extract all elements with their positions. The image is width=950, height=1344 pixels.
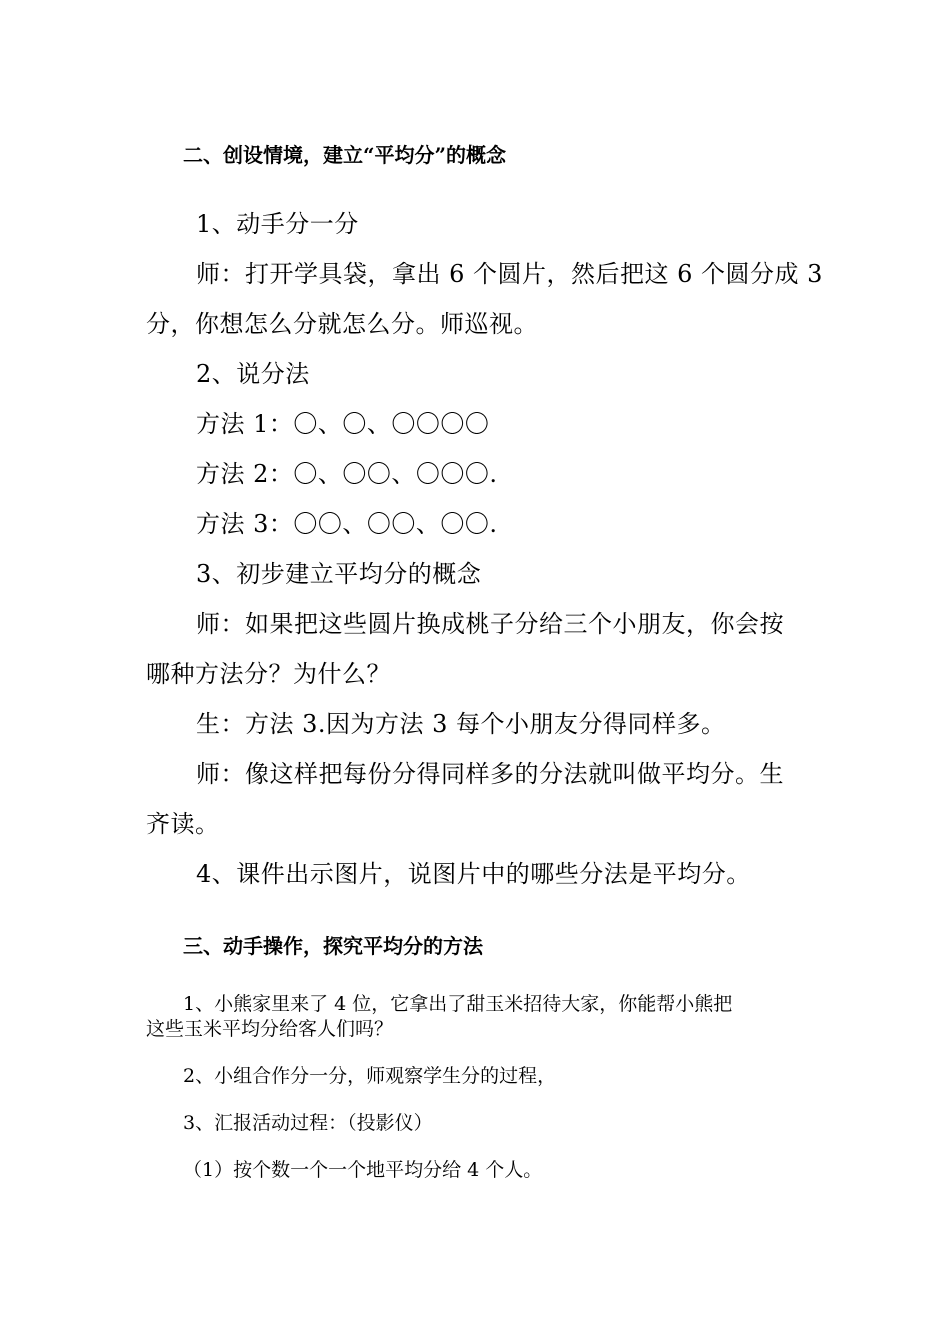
method-2: 方法 2：〇、〇〇、〇〇〇. <box>196 460 498 488</box>
paragraph-line: 生：方法 3.因为方法 3 每个小朋友分得同样多。 <box>196 710 726 738</box>
paragraph-line: 3、汇报活动过程：（投影仪） <box>183 1112 433 1134</box>
subsection-title-2: 2、说分法 <box>196 360 310 388</box>
subsection-title-3: 3、初步建立平均分的概念 <box>196 560 482 588</box>
paragraph-line: 哪种方法分？为什么？ <box>146 660 391 688</box>
paragraph-line: 师：像这样把每份分得同样多的分法就叫做平均分。生 <box>196 760 784 788</box>
paragraph-line: 齐读。 <box>146 810 220 838</box>
section-heading-3: 三、动手操作，探究平均分的方法 <box>183 934 483 958</box>
subsection-title-4: 4、课件出示图片，说图片中的哪些分法是平均分。 <box>196 860 751 888</box>
paragraph-line: 这些玉米平均分给客人们吗？ <box>146 1018 394 1040</box>
paragraph-line: 师：如果把这些圆片换成桃子分给三个小朋友，你会按 <box>196 610 784 638</box>
paragraph-line: 1、小熊家里来了 4 位，它拿出了甜玉米招待大家，你能帮小熊把 <box>183 993 733 1015</box>
paragraph-line: 分，你想怎么分就怎么分。师巡视。 <box>146 310 538 338</box>
method-3: 方法 3：〇〇、〇〇、〇〇. <box>196 510 498 538</box>
paragraph-line: 2、小组合作分一分，师观察学生分的过程， <box>183 1065 557 1087</box>
paragraph-line: （1）按个数一个一个地平均分给 4 个人。 <box>183 1159 543 1181</box>
subsection-title-1: 1、动手分一分 <box>196 210 359 238</box>
section-heading-2: 二、创设情境，建立“平均分”的概念 <box>183 143 507 167</box>
paragraph-line: 师：打开学具袋，拿出 6 个圆片，然后把这 6 个圆分成 3 <box>196 260 823 288</box>
method-1: 方法 1：〇、〇、〇〇〇〇 <box>196 410 490 438</box>
